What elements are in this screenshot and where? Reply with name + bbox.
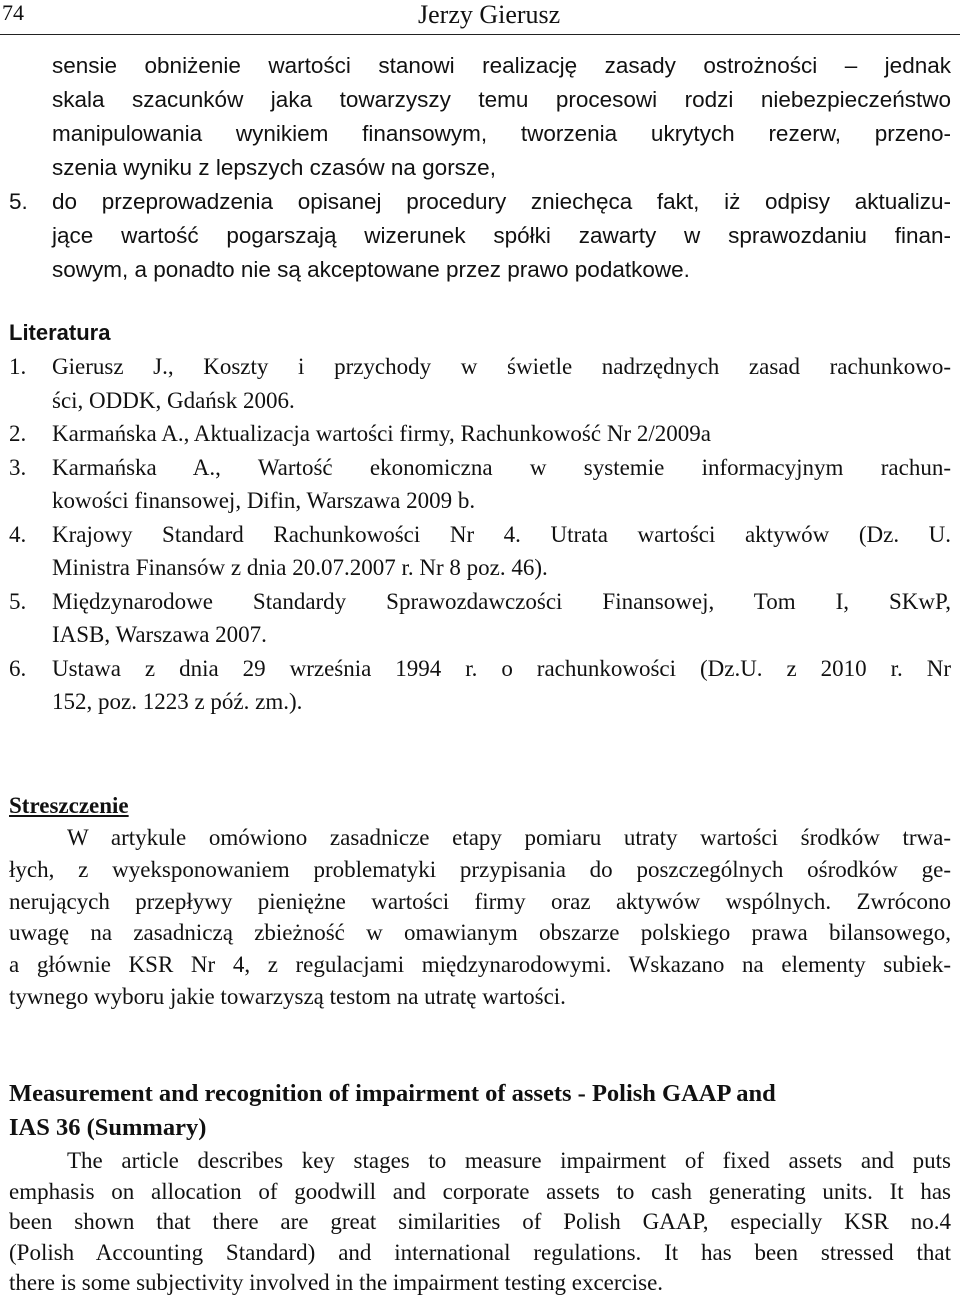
reference-item [9, 417, 951, 451]
reference-number: 4. [9, 521, 27, 547]
reference-number: 3. [9, 454, 27, 480]
text-line: tywnego wyboru jakie towarzyszą testom na utratę wartości. [9, 983, 566, 1009]
text-line: The article describes key stages to measure impairment of fixed assets and puts [67, 1148, 951, 1173]
list-marker: 5. [9, 189, 28, 214]
list-item-continued [9, 49, 951, 185]
text-line: manipulowania wynikiem finansowym, tworzenia ukrytych rezerw, przeno- [52, 121, 951, 146]
text-line: been shown that there are great similarities of Polish GAAP, especially KSR no.4 [9, 1209, 951, 1234]
reference-line: Karmańska A., Wartość ekonomiczna w systemie informacyjnym rachun- [52, 454, 951, 480]
text-line: there is some subjectivity involved in the impairment testing excercise. [9, 1270, 664, 1295]
text-line: emphasis on allocation of goodwill and corporate assets to cash generating units. It has [9, 1178, 951, 1204]
summary-paragraph [9, 1146, 951, 1299]
literature-heading: Literatura [9, 320, 111, 345]
reference-line: Krajowy Standard Rachunkowości Nr 4. Utrata wartości aktywów (Dz. U. [52, 521, 951, 547]
reference-list [9, 350, 951, 719]
text-line: łych, z wyeksponowaniem problematyki przypisania do poszczególnych ośrodków ge- [9, 856, 951, 882]
reference-line: ści, ODDK, Gdańsk 2006. [52, 387, 295, 413]
text-line: jące wartość pogarszają wizerunek spółki zawarty w sprawozdaniu finan- [52, 223, 951, 248]
heading-line: IAS 36 (Summary) [9, 1114, 207, 1141]
page-header [0, 0, 960, 35]
reference-line: 152, poz. 1223 z póź. zm.). [52, 689, 303, 714]
reference-line: Ustawa z dnia 29 września 1994 r. o rachunkowości (Dz.U. z 2010 r. Nr [52, 655, 951, 681]
reference-number: 5. [9, 588, 27, 614]
reference-line: kowości finansowej, Difin, Warszawa 2009 b. [52, 488, 476, 513]
reference-item [9, 652, 951, 719]
page-number: 74 [2, 0, 24, 25]
text-line: a głównie KSR Nr 4, z regulacjami międzynarodowymi. Wskazano na elementy subiek- [9, 952, 951, 978]
text-line: skala szacunków jaka towarzyszy temu procesowi rodzi niebezpieczeństwo [52, 87, 951, 112]
reference-number: 1. [9, 354, 27, 379]
reference-line: Karmańska A., Aktualizacja wartości firmy, Rachunkowość Nr 2/2009a [52, 421, 711, 446]
reference-line: Międzynarodowe Standardy Sprawozdawczości Finansowej, Tom I, SKwP, [52, 588, 951, 614]
text-line: (Polish Accounting Standard) and international regulations. It has been stressed that [9, 1239, 951, 1265]
text-line: nerujących przepływy pieniężne wartości firmy oraz aktywów wspólnych. Zwrócono [9, 888, 951, 914]
text-line: sensie obniżenie wartości stanowi realizację zasady ostrożności – jednak [52, 53, 951, 78]
text-line: uwagę na zasadniczą zbieżność w omawianym obszarze polskiego prawa bilansowego, [9, 920, 951, 946]
reference-line: IASB, Warszawa 2007. [52, 622, 267, 647]
reference-item [9, 585, 951, 652]
streszczenie-heading: Streszczenie [9, 793, 129, 818]
heading-line: Measurement and recognition of impairment of assets - Polish GAAP and [9, 1080, 776, 1107]
reference-line: Gierusz J., Koszty i przychody w świetle nadrzędnych zasad rachunkowo- [52, 354, 951, 379]
reference-number: 2. [9, 421, 27, 446]
text-line: do przeprowadzenia opisanej procedury zniechęca fakt, iż odpisy aktualizu- [52, 189, 951, 214]
reference-item [9, 518, 951, 585]
list-item-5 [9, 185, 951, 287]
reference-item [9, 350, 951, 417]
continuation-list [9, 49, 951, 287]
text-line: szenia wyniku z lepszych czasów na gorsze, [52, 155, 496, 180]
text-line: sowym, a ponadto nie są akceptowane przez prawo podatkowe. [52, 257, 690, 282]
reference-line: Ministra Finansów z dnia 20.07.2007 r. Nr 8 poz. 46). [52, 555, 548, 580]
running-head: Jerzy Gierusz [418, 0, 561, 29]
streszczenie-paragraph [9, 822, 951, 1013]
text-line: W artykule omówiono zasadnicze etapy pomiaru utraty wartości środków trwa- [67, 825, 951, 850]
reference-item [9, 451, 951, 518]
reference-number: 6. [9, 655, 27, 681]
summary-heading [9, 1077, 951, 1145]
